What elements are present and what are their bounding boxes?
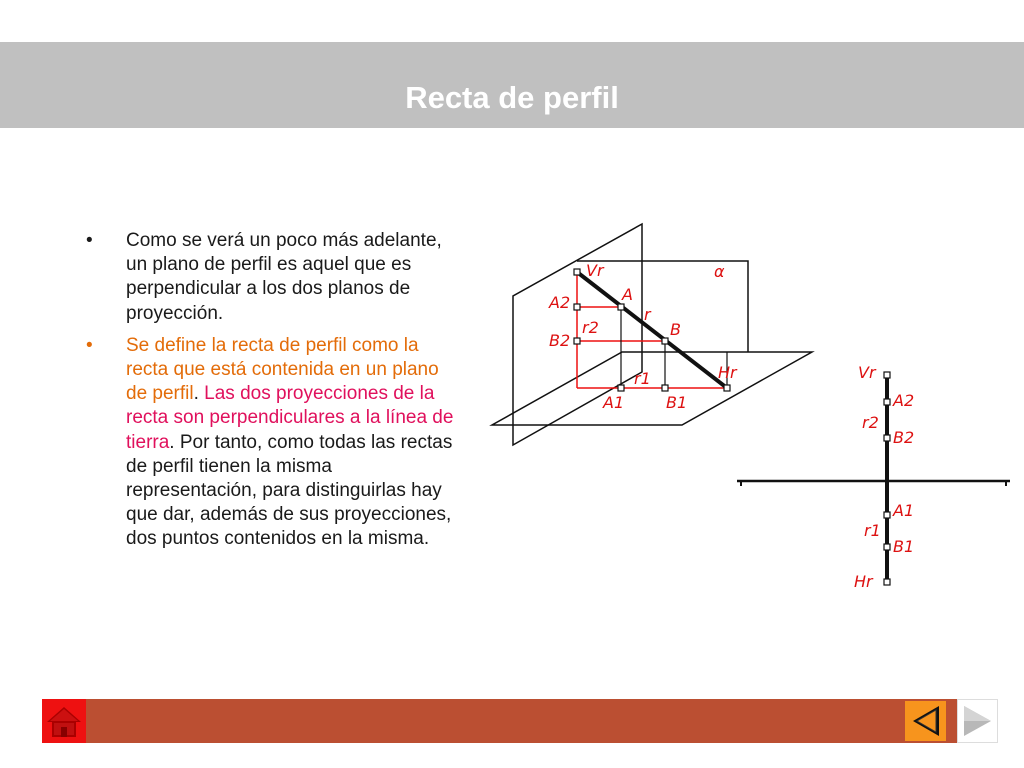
arrow-left-icon [905,701,946,741]
diagram-3d [492,224,812,445]
label-a: A [622,285,633,304]
arrow-right-icon [958,700,997,742]
label-2d-hr: Hr [854,572,873,591]
bullet-dot: • [86,334,93,356]
label-b: B [670,320,681,339]
bullet-2-conclusion: . Por tanto, como todas las rectas de perfil tienen la misma representación, para distinguirlas hay que dar, además de sus proyecciones, dos puntos contenidos en la misma. [126,431,453,550]
profile-line-r [577,272,727,388]
diagram-2d [737,363,1010,591]
label-a2: A2 [549,293,571,312]
label-vr: Vr [586,261,604,280]
label-b2: B2 [549,331,571,350]
home-button[interactable] [42,699,86,743]
previous-slide-button[interactable] [905,701,946,741]
label-2d-b1: B1 [893,537,915,556]
label-2d-r1: r1 [864,521,881,540]
bullet-2-property: Las dos proyecciones de la recta son perpendiculares a la línea de tierra [126,383,454,453]
label-alpha: α [714,262,725,281]
bullet-dot: • [86,230,93,251]
label-2d-a2: A2 [893,391,915,410]
next-slide-button[interactable] [957,699,998,743]
bullet-2-separator: . [193,383,205,405]
bullet-1-text: Como se verá un poco más adelante, un plano de perfil es aquel que es perpendicular a los dos planos de proyección. [126,230,442,324]
label-2d-a1: A1 [893,501,915,520]
label-hr: Hr [718,363,737,382]
slide-title: Recta de perfil [405,80,619,115]
label-b1: B1 [666,393,688,412]
footer-bar [42,699,998,743]
label-2d-r2: r2 [862,413,879,432]
label-2d-b2: B2 [893,428,915,447]
home-icon [42,699,86,743]
bullet-2-definition: Se define la recta de perfil como la recta que está contenida en un plano de perfil [126,334,439,405]
label-a1: A1 [603,393,625,412]
label-r2: r2 [582,318,599,337]
label-r1: r1 [634,369,651,388]
label-r: r [644,305,651,324]
label-2d-vr: Vr [858,363,876,382]
